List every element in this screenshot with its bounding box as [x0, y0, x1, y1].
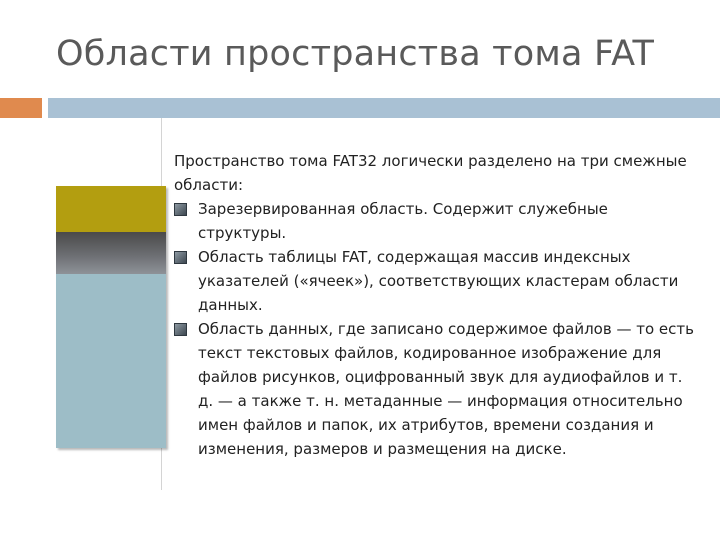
list-item-text: Область таблицы FAT, содержащая массив индексных указателей («ячеек»), соответствующих кластерам области данных.: [198, 248, 679, 314]
list-item-text: Зарезервированная область. Содержит служебные структуры.: [198, 200, 608, 242]
list-item: [174, 197, 694, 245]
checkbox-square-icon: [174, 203, 187, 216]
region-list: [174, 197, 694, 461]
accent-bar-orange: [0, 98, 42, 118]
list-item: [174, 317, 694, 461]
list-item-text: Область данных, где записано содержимое файлов — то есть текст текстовых файлов, кодированное изображение для файлов рисунков, оцифрованный звук для аудиофайлов и т. д. — а также т. н. метаданные — информация относительно имен файлов и папок, их атрибутов, времени создания и изменения, размеров и размещения на диске.: [198, 320, 694, 458]
data-region-block: [56, 274, 166, 448]
fat-table-region-block: [56, 232, 166, 274]
accent-bar-blue: [48, 98, 720, 118]
checkbox-square-icon: [174, 323, 187, 336]
slide-body: [174, 149, 694, 461]
intro-paragraph: Пространство тома FAT32 логически разделено на три смежные области:: [174, 152, 687, 194]
slide-title: Области пространства тома FAT: [56, 34, 655, 74]
reserved-region-block: [56, 186, 166, 232]
volume-diagram: [56, 186, 166, 448]
checkbox-square-icon: [174, 251, 187, 264]
list-item: [174, 245, 694, 317]
